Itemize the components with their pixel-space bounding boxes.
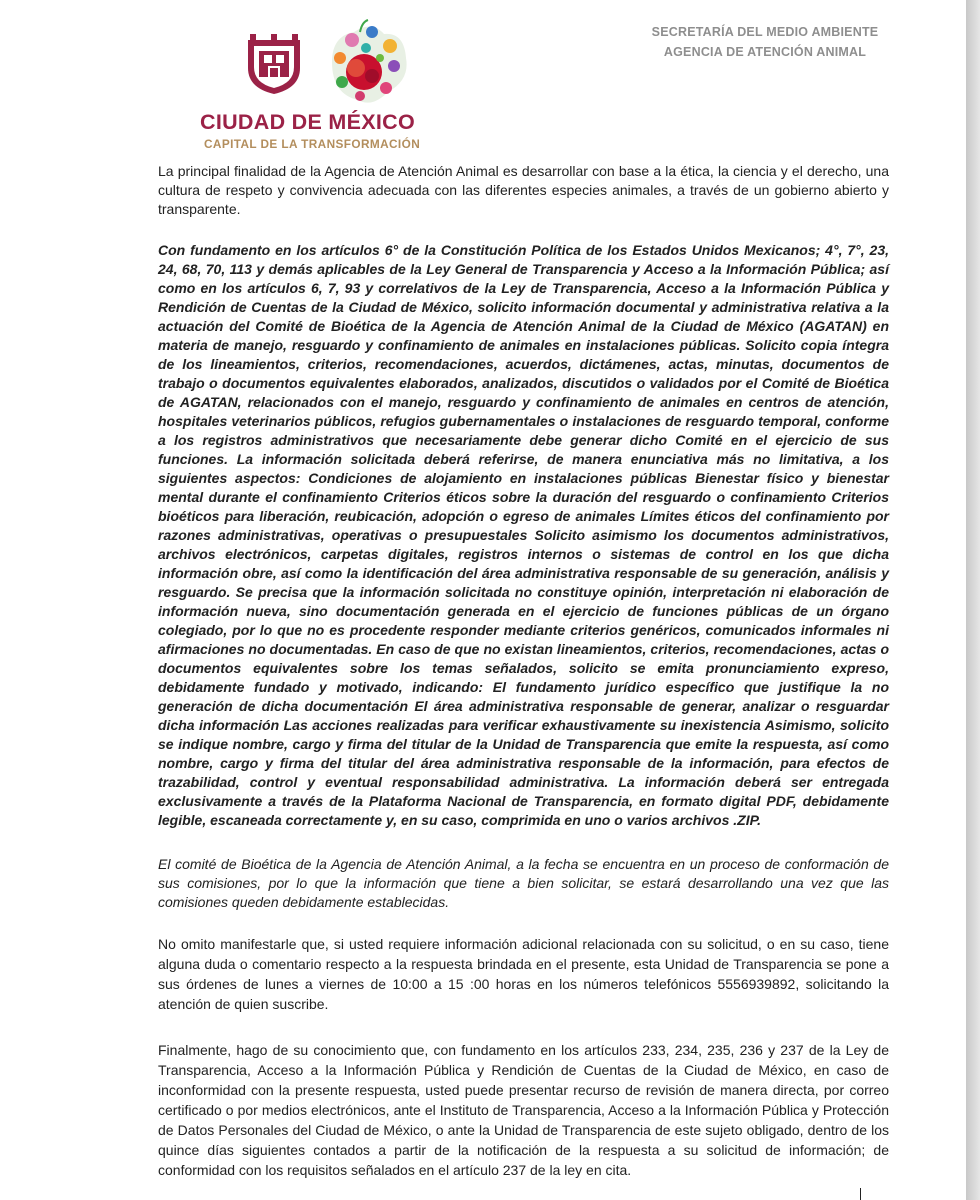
request-quote: Con fundamento en los artículos 6° de la Constitución Política de los Estados Unidos Mexicanos; 4°, 7°, 23, 24, 68, 70, 113 y demás aplicables de la Ley General de Transparencia y Acceso a la Información Pública; así como en los artículos 6, 7, 93 y correlativos de la Ley de Transparencia, Acceso a la Información Pública y Rendición de Cuentas de la Ciudad de México, solicito información documental y administrativa relativa a la actuación del Comité de Bioética de la Agencia de Atención Animal de la Ciudad de México (AGATAN) en materia de manejo, resguardo y confinamiento de animales en instalaciones públicas. Solicito copia íntegra de los lineamientos, criterios, recomendaciones, acuerdos, dictámenes, actas, minutas, documentos de trabajo o documentos equivalentes elaborados, analizados, discutidos o validados por el Comité de Bioética de AGATAN, relacionados con el manejo, resguardo y confinamiento de animales en centros de atención, hospitales veterinarios públicos, refugios gubernamentales o instalaciones de resguardo temporal, conforme a los registros administrativos que necesariamente debe generar dicho Comité en el ejercicio de sus funciones. La información solicitada deberá referirse, de manera enunciativa más no limitativa, a los siguientes aspectos: Condiciones de alojamiento en instalaciones públicas Bienestar físico y bienestar mental durante el confinamiento Criterios éticos sobre la duración del resguardo o confinamiento Criterios bioéticos para liberación, reubicación, adopción o egreso de animales Límites éticos del confinamiento por razones administrativas, operativas o presupuestales Solicito asimismo los documentos administrativos, archivos electrónicos, carpetas digitales, registros internos o sistemas de control en los que dicha información obre, así como la identificación del área administrativa responsable de su generación, análisis y resguardo. Se precisa que la información solicitada no constituye opinión, interpretación ni elaboración de información nueva, sino documentación generada en el ejercicio de funciones públicas de un órgano colegiado, por lo que no es procedente responder mediante criterios genéricos, comunicados informales ni afirmaciones no documentadas. En caso de que no existan lineamientos, criterios, recomendaciones, actas o documentos equivalentes sobre los temas señalados, solicito se emita pronunciamiento expreso, debidamente fundado y motivado, indicando: El fundamento jurídico específico que justifique la no generación de dicha documentación El área administrativa responsable de generar, analizar o resguardar dicha información Las acciones realizadas para verificar exhaustivamente su inexistencia Asimismo, solicito se indique nombre, cargo y firma del titular de la Unidad de Transparencia que emite la respuesta, así como nombre, cargo y firma del titular del área administrativa responsable de la información, para efectos de trazabilidad, control y eventual responsabilidad administrativa. La información deberá ser entregada exclusivamente a través de la Plataforma Nacional de Transparencia, en formato digital PDF, debidamente legible, escaneada correctamente y, en su caso, comprimida en uno o varios archivos .ZIP. [158,242,889,828]
document-body [158,162,889,1180]
page-marker [860,1188,861,1200]
final-paragraph: Finalmente, hago de su conocimiento que, con fundamento en los artículos 233, 234, 235, 236 y 237 de la Ley de Transparencia, Acceso a la Información Pública y Rendición de Cuentas de la Ciudad de México, en caso de inconformidad con la presente respuesta, usted puede presentar recurso de revisión de manera directa, por correo certificado o por medios electrónicos, ante el Instituto de Transparencia, Acceso a la Información Pública y Protección de Datos Personales del Ciudad de México, o ante la Unidad de Transparencia de este sujeto obligado, dentro de los quince días siguientes contados a partir de la notificación de la respuesta a su solicitud de información; de conformidad con los requisitos señalados en el artículo 237 de la ley en cita. [158,1042,889,1178]
committee-response: El comité de Bioética de la Agencia de Atención Animal, a la fecha se encuentra en un proceso de conformación de sus comisiones, por lo que la información que tiene a bien solicitar, se estará desarrollando una vez que las comisiones queden debidamente establecidas. [158,856,889,910]
intro-paragraph: La principal finalidad de la Agencia de Atención Animal es desarrollar con base a la ética, la ciencia y el derecho, una cultura de respeto y convivencia adecuada con las diferentes especies animales, a través de un gobierno abierto y transparente. [158,163,889,217]
agency-name: AGENCIA DE ATENCIÓN ANIMAL [663,45,867,59]
logo-subtitle: CAPITAL DE LA TRANSFORMACIÓN [204,137,421,151]
letterhead [600,22,930,62]
cdmx-logo [200,18,440,158]
contact-paragraph: No omito manifestarle que, si usted requiere información adicional relacionada con su solicitud, o en su caso, tiene alguna duda o comentario respecto a la respuesta brindada en el presente, esta Unidad de Transparencia se pone a sus órdenes de lunes a viernes de 10:00 a 15 :00 horas en los números telefónicos 5556939892, solicitando la atención de quien suscribe. [158,936,889,1012]
city-shield-icon [246,34,302,96]
logo-title: CIUDAD DE MÉXICO [200,110,416,134]
floral-heart-icon [312,18,422,110]
page-edge [966,0,980,1200]
department-name: SECRETARÍA DEL MEDIO AMBIENTE [651,25,879,39]
